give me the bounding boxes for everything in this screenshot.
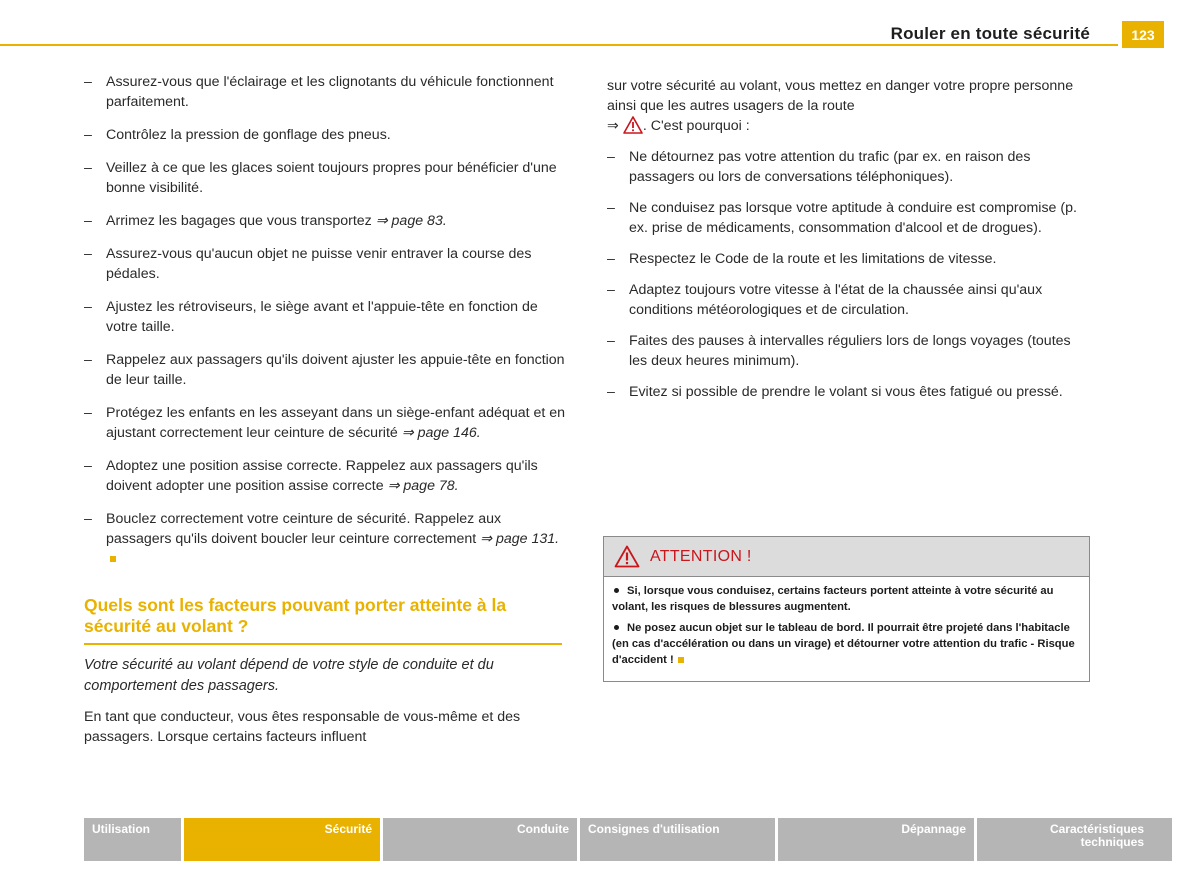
left-column	[84, 72, 566, 747]
footer-chapter-tabs	[84, 818, 1172, 861]
end-square-icon	[678, 657, 684, 663]
list-item	[607, 198, 1089, 238]
page-reference-link[interactable]: ⇒ page 131.	[480, 531, 560, 547]
attention-label: ATTENTION !	[650, 547, 752, 565]
tab-utilisation[interactable]: Utilisation	[84, 818, 181, 861]
bullet-dash: –	[84, 246, 92, 262]
list-item	[84, 509, 566, 569]
list-item-text: Assurez-vous que l'éclairage et les clignotants du véhicule fonctionnent parfaitement.	[106, 74, 554, 110]
tab-conduite[interactable]: Conduite	[383, 818, 577, 861]
bullet-dash: –	[607, 251, 615, 267]
bullet-dash: –	[84, 299, 92, 315]
list-item-text: Contrôlez la pression de gonflage des pneus.	[106, 127, 391, 143]
list-item-text: Arrimez les bagages que vous transportez	[106, 213, 376, 229]
page-title: Rouler en toute sécurité	[890, 24, 1090, 43]
list-item-text: Bouclez correctement votre ceinture de sécurité. Rappelez aux passagers qu'ils doivent boucler leur ceinture correctement	[106, 511, 502, 547]
list-item-text: Adaptez toujours votre vitesse à l'état de la chaussée ainsi qu'aux conditions météorologiques et de circulation.	[629, 282, 1043, 318]
list-item	[84, 297, 566, 337]
list-item-text: Rappelez aux passagers qu'ils doivent ajuster les appuie-tête en fonction de leur taille.	[106, 352, 565, 388]
list-item-text: Veillez à ce que les glaces soient toujours propres pour bénéficier d'une bonne visibilité.	[106, 160, 557, 196]
bullet-dash: –	[84, 405, 92, 421]
list-item	[84, 244, 566, 284]
page-reference-link[interactable]: ⇒ page 146.	[401, 425, 481, 441]
list-item	[607, 331, 1089, 371]
list-item-text: Adoptez une position assise correcte. Rappelez aux passagers qu'ils doivent adopter une position assise correcte	[106, 458, 538, 494]
section-heading: Quels sont les facteurs pouvant porter atteinte à la sécurité au volant ?	[84, 595, 562, 645]
bullet-dash: –	[84, 160, 92, 176]
bullet-dash: –	[607, 149, 615, 165]
page-reference-link[interactable]: ⇒ page 83.	[375, 213, 447, 229]
bullet-dash: –	[84, 74, 92, 90]
tab-caracteristiques[interactable]: Caractéristiques techniques	[977, 818, 1172, 861]
bullet-dash: –	[84, 213, 92, 229]
end-square-icon	[110, 556, 116, 562]
bullet-dash: –	[607, 333, 615, 349]
list-item	[607, 249, 1089, 269]
intro-text: sur votre sécurité au volant, vous mettez en danger votre propre personne ainsi que les autres usagers de la route	[607, 78, 1074, 114]
section-lead: Votre sécurité au volant dépend de votre style de conduite et du comportement des passagers.	[84, 657, 494, 694]
list-item	[84, 456, 566, 496]
header-rule	[0, 44, 1118, 46]
list-item	[84, 72, 566, 112]
list-item	[607, 280, 1089, 320]
list-item-text: Protégez les enfants en les asseyant dans un siège-enfant adéquat et en ajustant correctement leur ceinture de sécurité	[106, 405, 566, 441]
intro-after-text: . C'est pourquoi :	[642, 118, 750, 134]
intro-paragraph	[607, 76, 1089, 136]
right-bullet-list	[607, 147, 1089, 402]
page-number-badge: 123	[1122, 21, 1164, 48]
bullet-dash: –	[607, 282, 615, 298]
bullet-dash: –	[84, 127, 92, 143]
list-item-text: Ne détournez pas votre attention du trafic (par ex. en raison des passagers ou lors de conversations téléphoniques).	[629, 149, 1031, 185]
list-item-text: Evitez si possible de prendre le volant si vous êtes fatigué ou pressé.	[629, 384, 1063, 400]
list-item-text: Ajustez les rétroviseurs, le siège avant et l'appuie-tête en fonction de votre taille.	[106, 299, 538, 335]
list-item-text: Faites des pauses à intervalles réguliers lors de longs voyages (toutes les deux heures minimum).	[629, 333, 1071, 369]
right-column	[607, 76, 1089, 413]
attention-box	[603, 536, 1090, 682]
attention-item-text: Ne posez aucun objet sur le tableau de bord. Il pourrait être projeté dans l'habitacle (en cas d'accélération ou dans un virage) et détourner votre attention du trafic - Risque d'accident !	[612, 622, 1075, 666]
list-item	[84, 403, 566, 443]
bullet-dot-icon	[614, 625, 619, 630]
section-paragraph: En tant que conducteur, vous êtes responsable de vous-même et des passagers. Lorsque certains facteurs influent	[84, 709, 521, 745]
tab-consignes[interactable]: Consignes d'utilisation	[580, 818, 775, 861]
attention-item	[612, 583, 1081, 615]
list-item-text: Respectez le Code de la route et les limitations de vitesse.	[629, 251, 997, 267]
page-reference-link[interactable]: ⇒ page 78.	[387, 478, 459, 494]
list-item-text: Assurez-vous qu'aucun objet ne puisse venir entraver la course des pédales.	[106, 246, 532, 282]
attention-item	[612, 620, 1081, 668]
bullet-dash: –	[84, 458, 92, 474]
list-item	[84, 158, 566, 198]
tab-depannage[interactable]: Dépannage	[778, 818, 974, 861]
list-item	[84, 125, 566, 145]
warning-triangle-icon	[623, 116, 643, 134]
bullet-dash: –	[607, 200, 615, 216]
bullet-dash: –	[607, 384, 615, 400]
warning-triangle-icon	[614, 545, 640, 568]
left-bullet-list	[84, 72, 566, 569]
attention-item-text: Si, lorsque vous conduisez, certains facteurs portent atteinte à votre sécurité au volant, les risques de blessures augmentent.	[612, 585, 1054, 613]
tab-securite[interactable]: Sécurité	[184, 818, 380, 861]
bullet-dot-icon	[614, 588, 619, 593]
list-item	[607, 147, 1089, 187]
arrow-glyph: ⇒	[607, 118, 619, 134]
list-item	[84, 211, 566, 231]
bullet-dash: –	[84, 511, 92, 527]
bullet-dash: –	[84, 352, 92, 368]
list-item	[607, 382, 1089, 402]
attention-body	[604, 577, 1089, 668]
attention-header	[604, 537, 1089, 577]
list-item	[84, 350, 566, 390]
list-item-text: Ne conduisez pas lorsque votre aptitude à conduire est compromise (p. ex. prise de médicaments, consommation d'alcool et de drogues).	[629, 200, 1077, 236]
